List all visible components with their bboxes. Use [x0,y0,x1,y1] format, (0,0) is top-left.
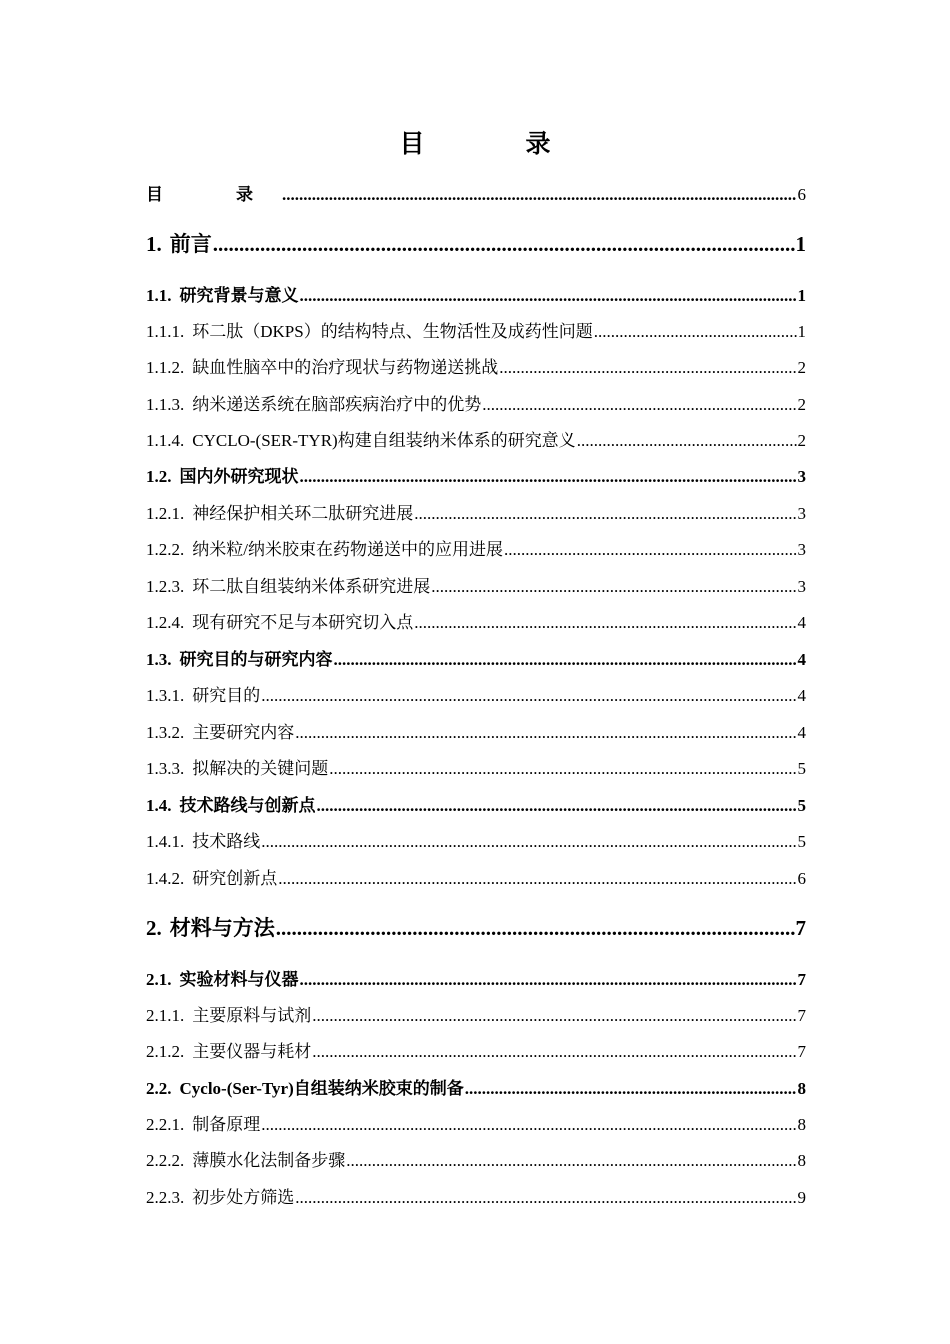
toc-entry[interactable] [146,965,806,990]
dot-leader [261,832,796,852]
toc-entry-page-number: 4 [797,686,806,705]
toc-entry-page-number: 1 [795,232,806,256]
toc-entry-page-number: 3 [797,577,806,596]
toc-entry-title: 环二肽（DKPS）的结构特点、生物活性及成药性问题 [192,322,593,341]
dot-leader [312,1042,796,1062]
toc-entry-page-number: 3 [797,467,806,486]
toc-entry-title: 材料与方法 [169,916,275,940]
toc-entry-number: 1.2.4. [146,613,185,632]
toc-entry-number: 1. [146,232,162,256]
toc-entry[interactable] [146,281,806,306]
dot-leader [300,467,797,487]
toc-entry[interactable] [146,426,806,451]
toc-entry-number: 1.1.3. [146,395,185,414]
toc-entry-page-number: 1 [797,322,806,341]
toc-entry-title: CYCLO-(SER-TYR)构建自组装纳米体系的研究意义 [192,431,576,450]
toc-entry-page-number: 4 [797,613,806,632]
toc-entry-number: 1.2. [146,467,172,486]
toc-entry[interactable] [146,718,806,743]
dot-leader [499,358,796,378]
toc-entry-title: 主要原料与试剂 [192,1006,312,1025]
toc-entry-title: 缺血性脑卒中的治疗现状与药物递送挑战 [192,358,499,377]
toc-entry-title: 纳米递送系统在脑部疾病治疗中的优势 [192,395,482,414]
dot-leader [334,650,797,670]
toc-entry-title: 研究目的与研究内容 [179,650,333,669]
dot-leader [261,686,796,706]
toc-entry-page-number: 8 [797,1151,806,1170]
toc-entry-title: 主要仪器与耗材 [192,1042,312,1061]
dot-leader [594,322,797,342]
toc-entry[interactable] [146,681,806,706]
toc-entry-page-number: 3 [797,540,806,559]
toc-entry-number: 1.3.1. [146,686,185,705]
toc-entry[interactable] [146,827,806,852]
toc-entry-title: Cyclo-(Ser-Tyr)自组装纳米胶束的制备 [179,1079,464,1098]
toc-entry-page-number: 9 [797,1188,806,1207]
toc-entry-title: 神经保护相关环二肽研究进展 [192,504,414,523]
toc-entry-title: 技术路线与创新点 [179,796,316,815]
toc-entry[interactable] [146,1146,806,1171]
toc-entry[interactable] [146,228,806,258]
toc-entry-title: 环二肽自组装纳米体系研究进展 [192,577,431,596]
toc-entry[interactable] [146,499,806,524]
toc-entry-title: 国内外研究现状 [179,467,299,486]
toc-entry-title: 研究目的 [192,686,261,705]
toc-entry[interactable] [146,1183,806,1208]
toc-entry-number: 2.1. [146,970,172,989]
toc-entry-page-number: 7 [797,1006,806,1025]
toc-entry-title: 研究背景与意义 [179,286,299,305]
toc-entry[interactable] [146,572,806,597]
toc-entry[interactable] [146,180,806,205]
toc-entry-number: 1.1.1. [146,322,185,341]
toc-entry-title: 实验材料与仪器 [179,970,299,989]
dot-leader [414,613,796,633]
toc-entry[interactable] [146,645,806,670]
dot-leader [504,540,797,560]
dot-leader [482,395,796,415]
toc-entry-number: 1.4.2. [146,869,185,888]
toc-entry-number: 2.2.3. [146,1188,185,1207]
toc-entry-number: 1.3.3. [146,759,185,778]
toc-entry-number: 2. [146,916,162,940]
toc-entry-number: 1.3.2. [146,723,185,742]
toc-entry[interactable] [146,462,806,487]
toc-entry-title: 主要研究内容 [192,723,295,742]
toc-entry-title: 目 录 [146,185,281,204]
toc-entry-title: 技术路线 [192,832,261,851]
toc-entry-number: 1.4.1. [146,832,185,851]
toc-entry-page-number: 3 [797,504,806,523]
toc-entry[interactable] [146,608,806,633]
dot-leader [213,232,795,257]
toc-entry-page-number: 8 [797,1115,806,1134]
dot-leader [300,286,797,306]
toc-entry[interactable] [146,1074,806,1099]
toc-entry-page-number: 7 [797,1042,806,1061]
toc-entry-title: 制备原理 [192,1115,261,1134]
toc-entry-page-number: 2 [797,358,806,377]
toc-entry[interactable] [146,754,806,779]
toc-entry-page-number: 1 [797,286,806,305]
toc-entry-number: 1.2.1. [146,504,185,523]
toc-entry-page-number: 4 [797,723,806,742]
toc-entry-title: 拟解决的关键问题 [192,759,329,778]
toc-entry-title: 现有研究不足与本研究切入点 [192,613,414,632]
toc-entry-page-number: 8 [797,1079,806,1098]
toc-entry[interactable] [146,535,806,560]
toc-entry[interactable] [146,791,806,816]
dot-leader [465,1079,797,1099]
toc-entry-number: 2.2. [146,1079,172,1098]
toc-entry-number: 2.1.1. [146,1006,185,1025]
toc-title: 目 录 [399,129,589,158]
dot-leader [317,796,797,816]
toc-entry-number: 1.1.2. [146,358,185,377]
dot-leader [431,577,796,597]
toc-entry-number: 1.1.4. [146,431,185,450]
toc-entry-page-number: 7 [797,970,806,989]
toc-entry[interactable] [146,912,806,942]
dot-leader [312,1006,796,1026]
toc-entry[interactable] [146,1037,806,1062]
dot-leader [295,1188,796,1208]
toc-entry-number: 1.2.2. [146,540,185,559]
toc-entry[interactable] [146,317,806,342]
toc-entry-number: 1.1. [146,286,172,305]
toc-entry[interactable] [146,390,806,415]
toc-entry-page-number: 2 [797,395,806,414]
toc-entry-number: 1.2.3. [146,577,185,596]
toc-entry-page-number: 2 [797,431,806,450]
toc-entry-title: 纳米粒/纳米胶束在药物递送中的应用进展 [192,540,503,559]
toc-entry-page-number: 7 [795,916,806,940]
toc-entry-number: 2.2.1. [146,1115,185,1134]
toc-entry[interactable] [146,864,806,889]
toc-entry-number: 1.4. [146,796,172,815]
toc-entry-title: 薄膜水化法制备步骤 [192,1151,346,1170]
toc-entry[interactable] [146,353,806,378]
toc-entry-page-number: 5 [797,796,806,815]
dot-leader [282,185,797,205]
toc-entry[interactable] [146,1110,806,1135]
toc-entry-page-number: 5 [797,832,806,851]
toc-entry-title: 初步处方筛选 [192,1188,295,1207]
toc-entry-page-number: 6 [797,185,806,204]
toc-entry-title: 前言 [169,232,212,256]
dot-leader [346,1151,796,1171]
toc-entry-number: 2.2.2. [146,1151,185,1170]
dot-leader [577,431,797,451]
dot-leader [300,970,797,990]
dot-leader [295,723,796,743]
dot-leader [414,504,796,524]
toc-entry[interactable] [146,1001,806,1026]
toc-entry-page-number: 4 [797,650,806,669]
toc-entry-number: 2.1.2. [146,1042,185,1061]
dot-leader [278,869,796,889]
toc-entry-page-number: 6 [797,869,806,888]
toc-entry-page-number: 5 [797,759,806,778]
toc-entry-number: 1.3. [146,650,172,669]
dot-leader [276,916,795,941]
dot-leader [261,1115,796,1135]
dot-leader [329,759,796,779]
toc-entry-title: 研究创新点 [192,869,278,888]
